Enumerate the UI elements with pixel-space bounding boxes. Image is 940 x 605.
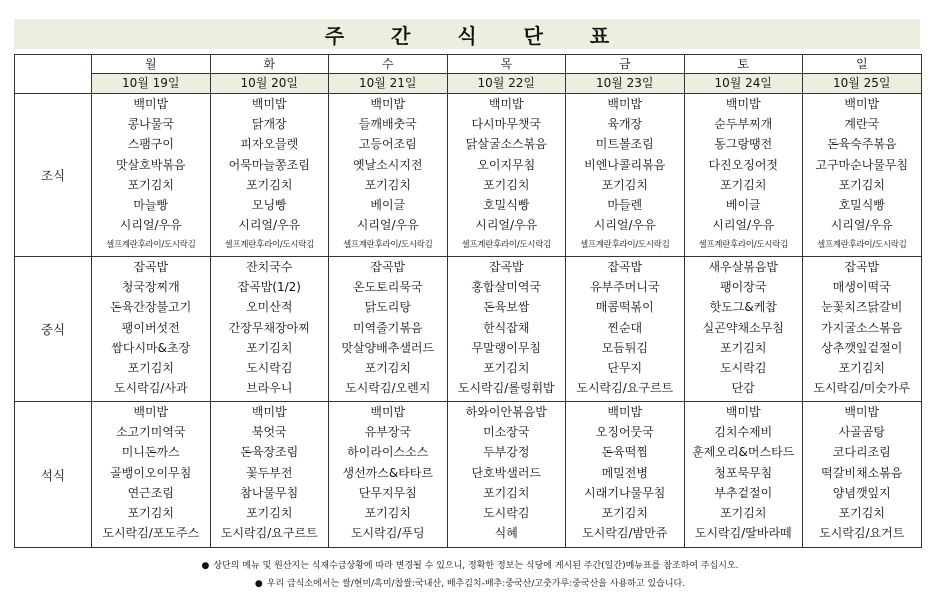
menu-item: 연근조림 bbox=[127, 485, 174, 500]
menu-item: 단무지무침 bbox=[358, 485, 417, 500]
menu-item: 상추깻잎겉절이 bbox=[821, 340, 903, 355]
menu-item: 미니돈까스 bbox=[121, 445, 180, 460]
menu-item: 모닝빵 bbox=[251, 198, 287, 213]
menu-item: 포기김치 bbox=[601, 177, 648, 192]
menu-item: 순두부찌개 bbox=[714, 117, 773, 132]
menu-item: 셀프계란후라이/도시락김 bbox=[461, 240, 552, 251]
menu-item: 포기김치 bbox=[127, 506, 174, 521]
menu-item: 셀프계란후라이/도시락김 bbox=[698, 240, 789, 251]
menu-item: 도시락김 bbox=[246, 361, 293, 376]
menu-cell bbox=[92, 94, 211, 257]
menu-item: 도시락김/오렌지 bbox=[345, 381, 431, 396]
menu-item: 한식잡채 bbox=[483, 320, 530, 335]
day-header-row bbox=[15, 55, 922, 74]
menu-item: 새우살볶음밥 bbox=[708, 260, 779, 274]
meal-label: 중식 bbox=[15, 257, 92, 402]
meal-label: 조식 bbox=[15, 94, 92, 257]
menu-item: 백미밥 bbox=[370, 405, 406, 419]
menu-item: 도시락김/밤만쥬 bbox=[582, 526, 668, 541]
menu-item: 돈육보쌈 bbox=[483, 300, 530, 315]
day-header: 화 bbox=[210, 55, 329, 74]
menu-cell bbox=[566, 402, 685, 548]
menu-item: 간장무채장아찌 bbox=[228, 320, 310, 335]
menu-item: 시리얼/우유 bbox=[593, 218, 656, 233]
menu-item: 포기김치 bbox=[246, 340, 293, 355]
day-header: 월 bbox=[92, 55, 211, 74]
menu-item: 단호박샐러드 bbox=[471, 465, 542, 480]
menu-item: 도시락김/요거트 bbox=[819, 526, 905, 541]
menu-item: 청포묵무침 bbox=[714, 465, 773, 480]
menu-item: 포기김치 bbox=[246, 177, 293, 192]
menu-cell bbox=[329, 94, 448, 257]
menu-item: 포기김치 bbox=[720, 177, 767, 192]
menu-item: 매생이떡국 bbox=[832, 280, 891, 295]
menu-item: 훈제오리&머스타드 bbox=[692, 445, 795, 460]
menu-item: 포기김치 bbox=[720, 506, 767, 521]
menu-item: 베이글 bbox=[725, 198, 761, 213]
menu-item: 마들렌 bbox=[607, 198, 643, 213]
menu-item: 쌈다시마&초장 bbox=[111, 340, 191, 355]
menu-item: 홍합살미역국 bbox=[471, 280, 542, 295]
menu-item: 백미밥 bbox=[725, 405, 761, 419]
menu-item: 단감 bbox=[731, 381, 755, 396]
date-header: 10월 25일 bbox=[803, 74, 922, 94]
menu-cell bbox=[684, 94, 803, 257]
menu-item: 잔치국수 bbox=[246, 260, 293, 274]
menu-item: 옛날소시지전 bbox=[352, 157, 423, 172]
menu-item: 김치수제비 bbox=[714, 425, 773, 440]
menu-item: 백미밥 bbox=[133, 97, 169, 111]
menu-item: 시리얼/우유 bbox=[356, 218, 419, 233]
menu-item: 오징어뭇국 bbox=[595, 425, 654, 440]
menu-cell bbox=[329, 402, 448, 548]
bullet-icon: ● bbox=[254, 579, 263, 589]
menu-item: 호밀식빵 bbox=[483, 198, 530, 213]
meal-row-lunch bbox=[15, 257, 922, 402]
menu-cell bbox=[210, 402, 329, 548]
menu-item: 다진오징어젓 bbox=[708, 157, 779, 172]
menu-item: 메밀전병 bbox=[601, 465, 648, 480]
menu-item: 셀프계란후라이/도시락김 bbox=[816, 240, 907, 251]
menu-item: 도시락김/요구르트 bbox=[576, 381, 674, 396]
menu-cell bbox=[210, 257, 329, 402]
menu-item: 들깨배춧국 bbox=[358, 117, 417, 132]
menu-item: 미트볼조림 bbox=[595, 137, 654, 152]
date-header: 10월 19일 bbox=[92, 74, 211, 94]
menu-item: 포기김치 bbox=[838, 361, 885, 376]
menu-item: 잡곡밥 bbox=[607, 260, 643, 274]
menu-item: 시리얼/우유 bbox=[119, 218, 182, 233]
menu-item: 북엇국 bbox=[251, 425, 287, 440]
menu-item: 셀프계란후라이/도시락김 bbox=[224, 240, 315, 251]
menu-item: 떡갈비채소볶음 bbox=[821, 465, 903, 480]
menu-item: 고등어조림 bbox=[358, 137, 417, 152]
menu-item: 다시마무챗국 bbox=[471, 117, 542, 132]
menu-item: 핫도그&케찹 bbox=[709, 300, 777, 315]
menu-cell bbox=[803, 94, 922, 257]
menu-item: 포기김치 bbox=[720, 340, 767, 355]
weekly-menu-table bbox=[14, 54, 922, 548]
menu-item: 모듬튀김 bbox=[601, 340, 648, 355]
menu-item: 돈육간장불고기 bbox=[110, 300, 192, 315]
menu-item: 셀프계란후라이/도시락김 bbox=[579, 240, 670, 251]
menu-cell bbox=[329, 257, 448, 402]
menu-cell bbox=[447, 402, 566, 548]
menu-item: 시래기나물무침 bbox=[584, 485, 666, 500]
menu-item: 도시락김/사과 bbox=[113, 381, 188, 396]
menu-item: 눈꽃치즈닭갈비 bbox=[821, 300, 903, 315]
menu-item: 포기김치 bbox=[246, 506, 293, 521]
meal-label: 석식 bbox=[15, 402, 92, 548]
note-line-2 bbox=[0, 576, 940, 589]
menu-item: 포기김치 bbox=[364, 177, 411, 192]
menu-item: 양념깻잎지 bbox=[832, 485, 891, 500]
day-header: 일 bbox=[803, 55, 922, 74]
menu-item: 고구마순나물무침 bbox=[815, 157, 909, 172]
note-text: 우리 급식소에서는 쌀/현미/흑미/찹쌀:국내산, 배추김치-배추:중국산/고춧가루:중국산을 사용하고 있습니다. bbox=[266, 579, 686, 589]
menu-item: 식혜 bbox=[494, 526, 518, 541]
menu-item: 오미산적 bbox=[246, 300, 293, 315]
menu-item: 동그랑땡전 bbox=[714, 137, 773, 152]
menu-item: 시리얼/우유 bbox=[830, 218, 893, 233]
menu-item: 마늘빵 bbox=[133, 198, 169, 213]
menu-item: 포기김치 bbox=[838, 177, 885, 192]
menu-item: 단무지 bbox=[607, 361, 643, 376]
menu-item: 닭개장 bbox=[251, 117, 287, 132]
menu-item: 유부주머니국 bbox=[589, 280, 660, 295]
menu-item: 가지굴소스볶음 bbox=[821, 320, 903, 335]
menu-item: 소고기미역국 bbox=[115, 425, 186, 440]
menu-item: 백미밥 bbox=[844, 405, 880, 419]
menu-cell bbox=[210, 94, 329, 257]
menu-item: 포기김치 bbox=[483, 361, 530, 376]
menu-item: 잡곡밥 bbox=[488, 260, 524, 274]
menu-item: 백미밥 bbox=[488, 97, 524, 111]
menu-item: 포기김치 bbox=[483, 485, 530, 500]
menu-item: 백미밥 bbox=[607, 405, 643, 419]
menu-item: 시리얼/우유 bbox=[238, 218, 301, 233]
menu-item: 도시락김/포도주스 bbox=[102, 526, 200, 541]
menu-item: 맛살양배추샐러드 bbox=[341, 340, 435, 355]
menu-item: 하와이안볶음밥 bbox=[465, 405, 547, 419]
day-header: 금 bbox=[566, 55, 685, 74]
menu-item: 잡곡밥(1/2) bbox=[237, 280, 301, 295]
day-header: 토 bbox=[684, 55, 803, 74]
menu-item: 도시락김/푸딩 bbox=[350, 526, 425, 541]
day-header: 목 bbox=[447, 55, 566, 74]
menu-item: 코다리조림 bbox=[832, 445, 891, 460]
menu-item: 백미밥 bbox=[725, 97, 761, 111]
menu-cell bbox=[566, 94, 685, 257]
menu-cell bbox=[684, 257, 803, 402]
menu-cell bbox=[566, 257, 685, 402]
day-header: 수 bbox=[329, 55, 448, 74]
menu-item: 포기김치 bbox=[127, 361, 174, 376]
menu-cell bbox=[92, 402, 211, 548]
menu-item: 백미밥 bbox=[844, 97, 880, 111]
menu-item: 돈육떡찜 bbox=[601, 445, 648, 460]
menu-item: 포기김치 bbox=[483, 177, 530, 192]
menu-item: 찐순대 bbox=[607, 320, 643, 335]
menu-item: 돈육장조림 bbox=[240, 445, 299, 460]
menu-item: 온도토리묵국 bbox=[352, 280, 423, 295]
date-header: 10월 24일 bbox=[684, 74, 803, 94]
menu-item: 골뱅이오이무침 bbox=[110, 465, 192, 480]
menu-item: 팽이장국 bbox=[720, 280, 767, 295]
menu-item: 시리얼/우유 bbox=[475, 218, 538, 233]
menu-item: 참나물무침 bbox=[240, 485, 299, 500]
menu-item: 셀프계란후라이/도시락김 bbox=[342, 240, 433, 251]
page-title: 주 간 식 단 표 bbox=[324, 23, 630, 48]
menu-item: 도시락김/딸바라떼 bbox=[694, 526, 792, 541]
menu-item: 오이지무침 bbox=[477, 157, 536, 172]
menu-item: 백미밥 bbox=[251, 405, 287, 419]
corner-cell bbox=[15, 55, 92, 94]
menu-item: 닭도리탕 bbox=[364, 300, 411, 315]
menu-item: 미소장국 bbox=[483, 425, 530, 440]
menu-item: 포기김치 bbox=[601, 506, 648, 521]
menu-item: 무말랭이무침 bbox=[471, 340, 542, 355]
menu-item: 포기김치 bbox=[364, 506, 411, 521]
menu-item: 비엔나콜리볶음 bbox=[584, 157, 666, 172]
date-header: 10월 22일 bbox=[447, 74, 566, 94]
menu-item: 백미밥 bbox=[251, 97, 287, 111]
menu-title-bar bbox=[14, 19, 920, 49]
menu-item: 잡곡밥 bbox=[133, 260, 169, 274]
menu-item: 사골곰탕 bbox=[838, 425, 885, 440]
menu-item: 꽃두부전 bbox=[246, 465, 293, 480]
menu-item: 생선까스&타타르 bbox=[342, 465, 433, 480]
menu-item: 도시락김/미숫가루 bbox=[813, 381, 911, 396]
menu-cell bbox=[803, 257, 922, 402]
menu-item: 도시락김/요구르트 bbox=[220, 526, 318, 541]
menu-item: 잡곡밥 bbox=[370, 260, 406, 274]
menu-cell bbox=[684, 402, 803, 548]
menu-item: 하이라이스소스 bbox=[347, 445, 429, 460]
menu-cell bbox=[447, 94, 566, 257]
menu-item: 닭살굴소스볶음 bbox=[465, 137, 547, 152]
bullet-icon: ● bbox=[201, 561, 210, 571]
menu-item: 잡곡밥 bbox=[844, 260, 880, 274]
menu-item: 콩나물국 bbox=[127, 117, 174, 132]
menu-item: 돈육숙주볶음 bbox=[826, 137, 897, 152]
menu-item: 맛살호박볶음 bbox=[115, 157, 186, 172]
menu-item: 도시락김 bbox=[483, 506, 530, 521]
date-header-row bbox=[15, 74, 922, 94]
date-header: 10월 20일 bbox=[210, 74, 329, 94]
menu-item: 실곤약채소무침 bbox=[702, 320, 784, 335]
date-header: 10월 23일 bbox=[566, 74, 685, 94]
menu-item: 백미밥 bbox=[607, 97, 643, 111]
menu-item: 스팸구이 bbox=[127, 137, 174, 152]
menu-cell bbox=[92, 257, 211, 402]
menu-item: 백미밥 bbox=[133, 405, 169, 419]
menu-item: 셀프계란후라이/도시락김 bbox=[105, 240, 196, 251]
menu-item: 매콤떡볶이 bbox=[595, 300, 654, 315]
menu-item: 베이글 bbox=[370, 198, 406, 213]
menu-item: 도시락김 bbox=[720, 361, 767, 376]
menu-item: 포기김치 bbox=[127, 177, 174, 192]
menu-item: 계란국 bbox=[844, 117, 880, 132]
menu-item: 도시락김/롤링휘밥 bbox=[457, 381, 555, 396]
menu-item: 시리얼/우유 bbox=[712, 218, 775, 233]
meal-row-dinner bbox=[15, 402, 922, 548]
menu-item: 포기김치 bbox=[838, 506, 885, 521]
menu-item: 포기김치 bbox=[364, 361, 411, 376]
note-line-1 bbox=[0, 558, 940, 571]
menu-item: 육개장 bbox=[607, 117, 643, 132]
menu-item: 백미밥 bbox=[370, 97, 406, 111]
menu-item: 브라우니 bbox=[246, 381, 293, 396]
meal-row-breakfast bbox=[15, 94, 922, 257]
menu-item: 호밀식빵 bbox=[838, 198, 885, 213]
note-text: 상단의 메뉴 및 원산지는 식재수급상황에 따라 변경될 수 있으니, 정확한 정보는 식당에 게시된 주간(일간)메뉴표를 참조하여 주십시오. bbox=[213, 561, 739, 571]
menu-item: 팽이버섯전 bbox=[121, 320, 180, 335]
menu-item: 청국장찌개 bbox=[121, 280, 180, 295]
date-header: 10월 21일 bbox=[329, 74, 448, 94]
menu-item: 두부강정 bbox=[483, 445, 530, 460]
menu-item: 피자오믈렛 bbox=[240, 137, 299, 152]
menu-item: 부추겉절이 bbox=[714, 485, 773, 500]
menu-item: 유부장국 bbox=[364, 425, 411, 440]
menu-item: 미역줄기볶음 bbox=[352, 320, 423, 335]
menu-cell bbox=[447, 257, 566, 402]
menu-item: 어묵마늘쫑조림 bbox=[228, 157, 310, 172]
menu-cell bbox=[803, 402, 922, 548]
